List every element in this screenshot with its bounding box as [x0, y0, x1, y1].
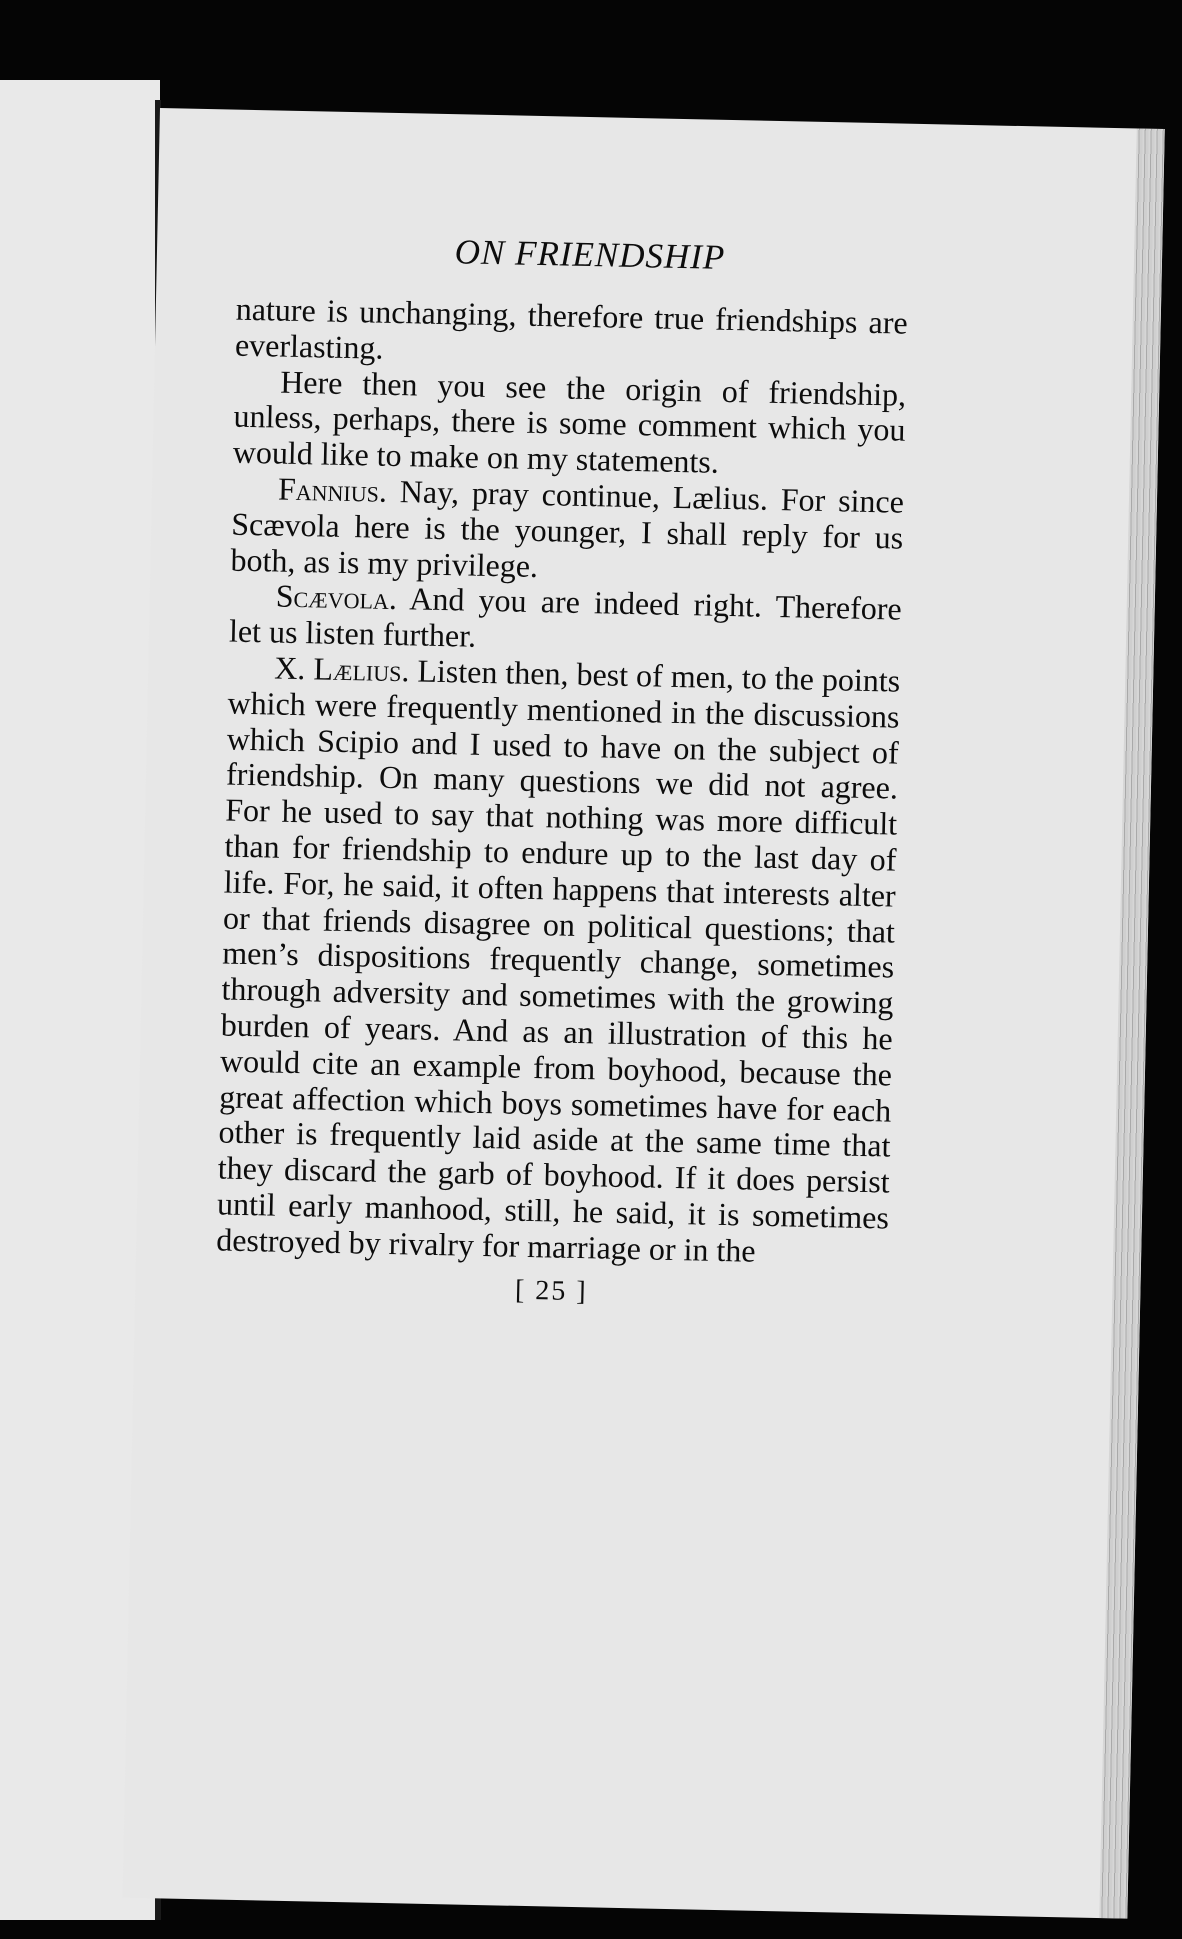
- speaker-name: Lælius.: [313, 650, 410, 689]
- paragraph-text: nature is unchanging, therefore true friendships are everlasting.: [234, 290, 909, 366]
- paragraph: [216, 650, 901, 1272]
- speaker-name: Scævola.: [275, 577, 398, 617]
- page-text-block: [215, 228, 909, 1314]
- speaker-name: Fannius.: [277, 470, 388, 509]
- paragraph-text: And you are indeed right. Therefore let us listen further.: [228, 580, 903, 654]
- paragraph-text: Here then you see the origin of friendship, unless, perhaps, there is some comment which you would like to make on my statements.: [232, 363, 907, 480]
- running-head: ON FRIENDSHIP: [454, 232, 726, 277]
- page-number: [ 25 ]: [514, 1274, 588, 1307]
- book-page: [123, 108, 1165, 1919]
- paragraph-text: Nay, pray continue, Lælius. For since Scævola here is the younger, I shall reply for us both, as is my privilege.: [230, 473, 905, 584]
- section-number: X.: [273, 649, 306, 687]
- paragraph: [230, 471, 904, 592]
- page-fore-edge: [1099, 128, 1164, 1918]
- paragraph-text: Listen then, best of men, to the points which were frequently mentioned in the discussions which Scipio and I used to have on the subject of friendship. On many questions we did not agree. For he used to say that nothing was more difficult than for friendship to endure up to the last day of life. For, he said, it often happens that interests alter or that friends disagree on political questions; that men’s dispositions frequently change, sometimes through adversity and sometimes with the growing burden of years. And as an illustration of this he would cite an example from boyhood, because the great affection which boys sometimes have for each other is frequently laid aside at the same time that they discard the garb of boyhood. If it does persist until early manhood, still, he said, it is sometimes destroyed by rivalry for marriage or in the: [215, 652, 901, 1269]
- paragraph: [232, 363, 906, 484]
